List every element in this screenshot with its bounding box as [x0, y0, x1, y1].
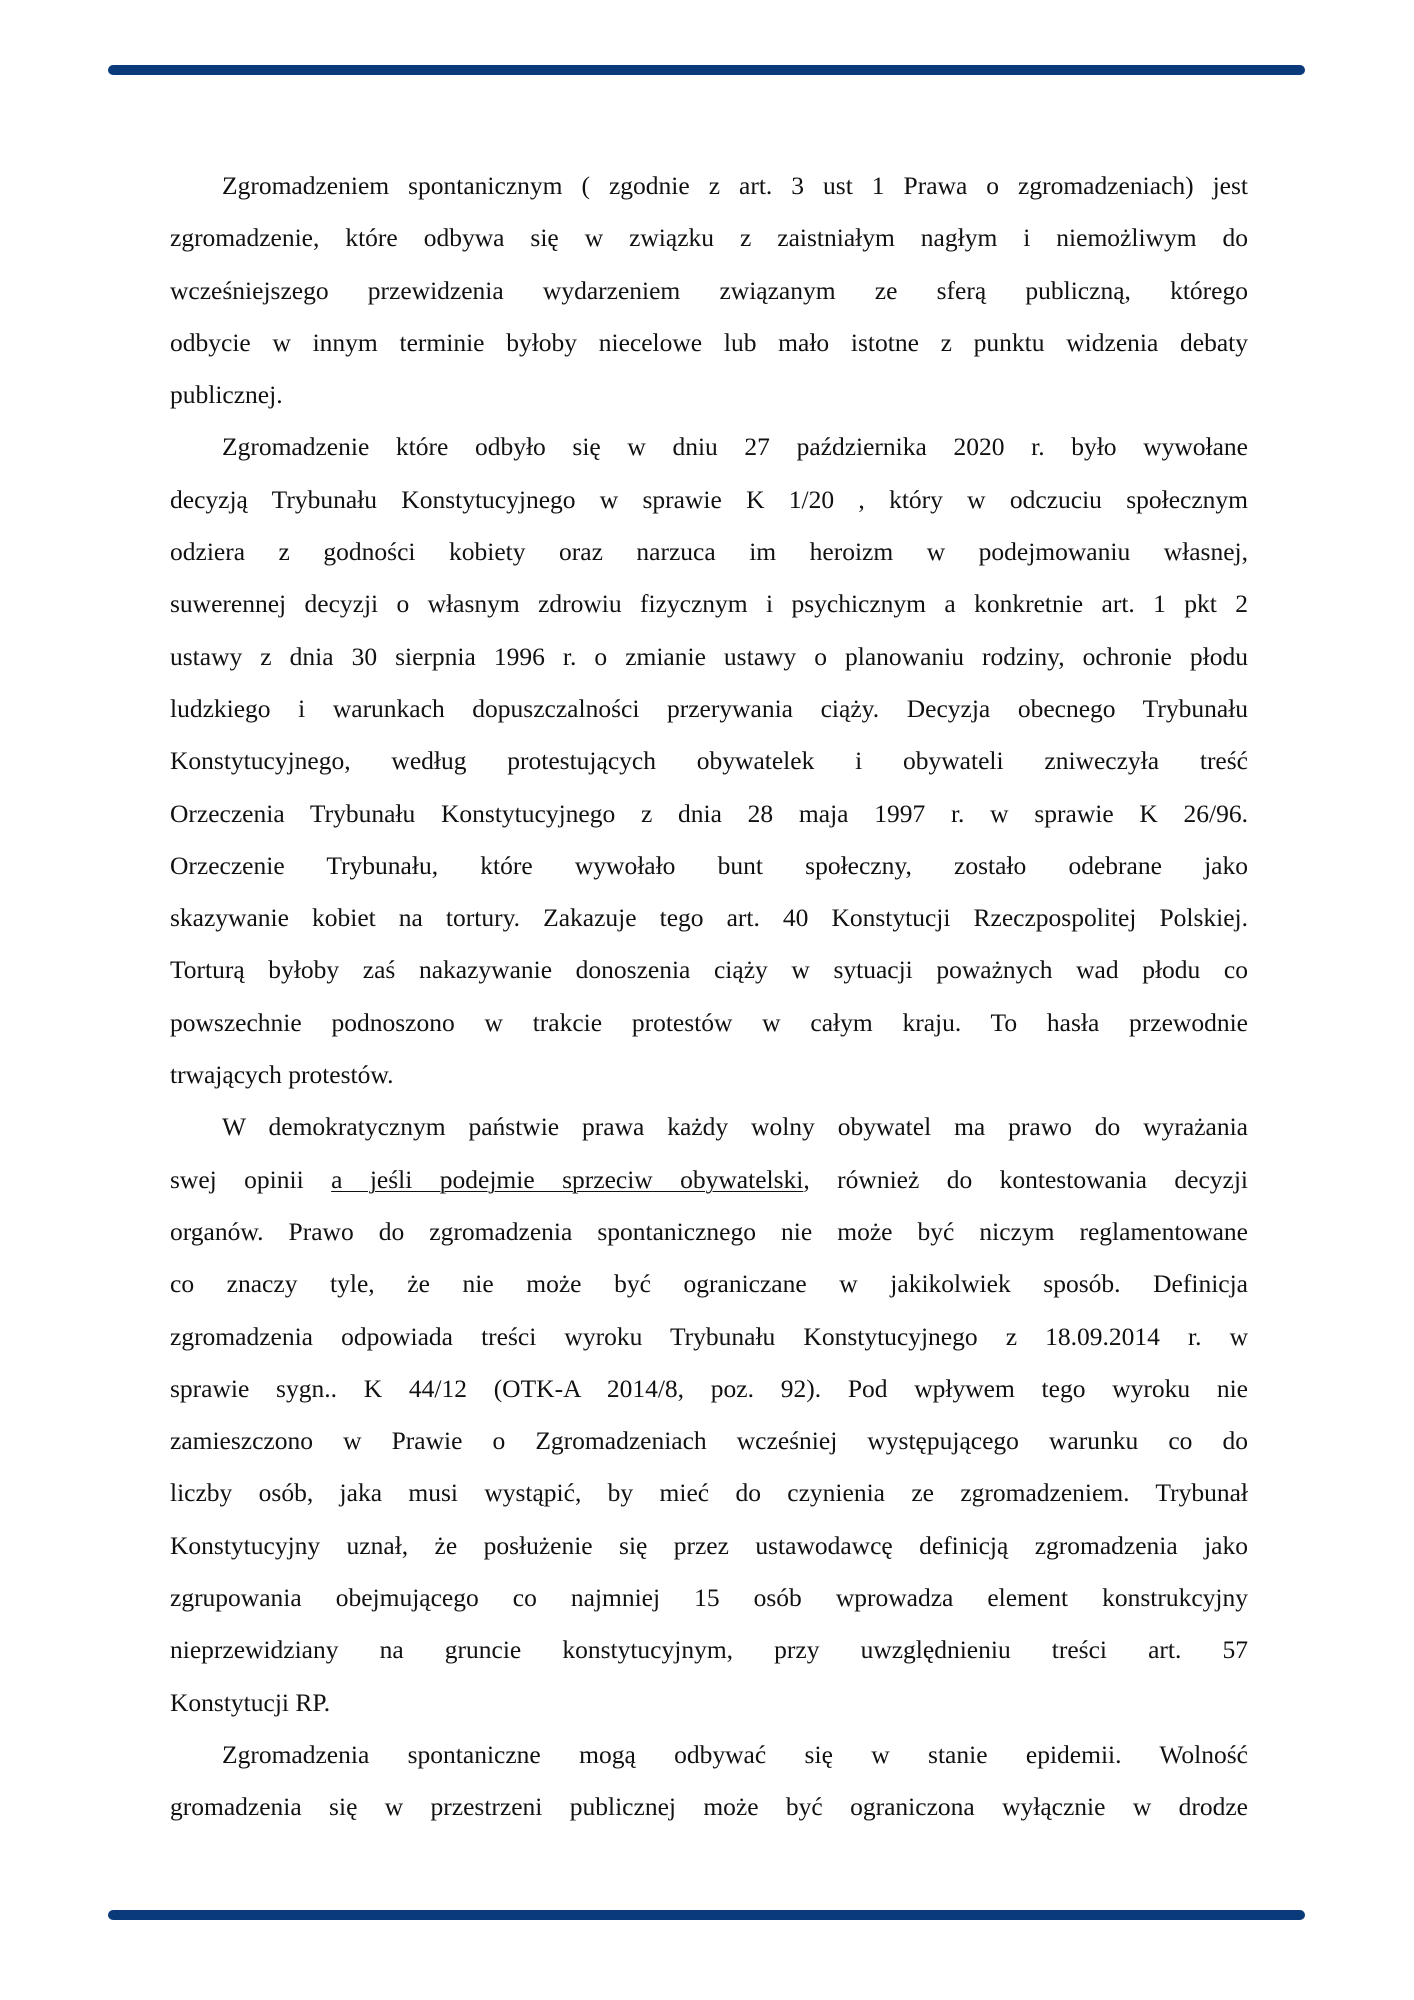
underlined-phrase: a jeśli podejmie sprzeciw obywatelski [331, 1164, 804, 1194]
document-body [170, 160, 1248, 1834]
text-line: Konstytucyjnego, według protestujących obywatelek i obywateli zniweczyła treść [170, 746, 1248, 776]
text-line: zgrupowania obejmującego co najmniej 15 osób wprowadza element konstrukcyjny [170, 1583, 1248, 1613]
text-line: Konstytucji RP. [170, 1687, 331, 1717]
text-line: publicznej. [170, 380, 283, 410]
text-line: Konstytucyjny uznał, że posłużenie się przez ustawodawcę definicją zgromadzenia jako [170, 1530, 1248, 1560]
text-line: Zgromadzenia spontaniczne mogą odbywać się w stanie epidemii. Wolność [222, 1739, 1248, 1769]
text-line: co znaczy tyle, że nie może być ograniczane w jakikolwiek sposób. Definicja [170, 1269, 1248, 1299]
text-line: Torturą byłoby zaś nakazywanie donoszenia ciąży w sytuacji poważnych wad płodu co [170, 955, 1248, 985]
text-line: Zgromadzenie które odbyło się w dniu 27 października 2020 r. było wywołane [222, 432, 1248, 462]
text-line: gromadzenia się w przestrzeni publicznej może być ograniczona wyłącznie w drodze [170, 1792, 1248, 1822]
text-line: nieprzewidziany na gruncie konstytucyjnym, przy uwzględnieniu treści art. 57 [170, 1635, 1248, 1665]
text-line: zgromadzenie, które odbywa się w związku z zaistniałym nagłym i niemożliwym do [170, 223, 1248, 253]
text-line: decyzją Trybunału Konstytucyjnego w sprawie K 1/20 , który w odczuciu społecznym [170, 484, 1248, 514]
paragraph-1 [170, 160, 1248, 421]
text-line [170, 1154, 1248, 1206]
text-line: zamieszczono w Prawie o Zgromadzeniach wcześniej występującego warunku co do [170, 1426, 1248, 1456]
text-line: skazywanie kobiet na tortury. Zakazuje tego art. 40 Konstytucji Rzeczpospolitej Polskiej. [170, 903, 1248, 933]
paragraph-4 [170, 1729, 1248, 1834]
paragraph-2 [170, 421, 1248, 1101]
text-line: W demokratycznym państwie prawa każdy wolny obywatel ma prawo do wyrażania [222, 1112, 1248, 1142]
text-line: ludzkiego i warunkach dopuszczalności przerywania ciąży. Decyzja obecnego Trybunału [170, 693, 1248, 723]
text-line: organów. Prawo do zgromadzenia spontanicznego nie może być niczym reglamentowane [170, 1216, 1248, 1246]
text-line: zgromadzenia odpowiada treści wyroku Trybunału Konstytucyjnego z 18.09.2014 r. w [170, 1321, 1248, 1351]
text-line: ustawy z dnia 30 sierpnia 1996 r. o zmianie ustawy o planowaniu rodziny, ochronie płodu [170, 641, 1248, 671]
text-segment: , również do kontestowania decyzji [803, 1164, 1248, 1194]
header-rule [108, 65, 1305, 75]
text-line: powszechnie podnoszono w trakcie protestów w całym kraju. To hasła przewodnie [170, 1007, 1248, 1037]
text-line: odziera z godności kobiety oraz narzuca im heroizm w podejmowaniu własnej, [170, 537, 1248, 567]
text-line: sprawie sygn.. K 44/12 (OTK-A 2014/8, poz. 92). Pod wpływem tego wyroku nie [170, 1373, 1248, 1403]
paragraph-3 [170, 1101, 1248, 1729]
text-line: Zgromadzeniem spontanicznym ( zgodnie z art. 3 ust 1 Prawa o zgromadzeniach) jest [222, 171, 1248, 200]
text-line: wcześniejszego przewidzenia wydarzeniem związanym ze sferą publiczną, którego [170, 275, 1248, 305]
text-line: Orzeczenie Trybunału, które wywołało bunt społeczny, zostało odebrane jako [170, 850, 1248, 880]
text-line: Orzeczenia Trybunału Konstytucyjnego z dnia 28 maja 1997 r. w sprawie K 26/96. [170, 798, 1248, 828]
text-segment: swej opinii [170, 1164, 332, 1194]
text-line: liczby osób, jaka musi wystąpić, by mieć do czynienia ze zgromadzeniem. Trybunał [170, 1478, 1248, 1508]
text-line: suwerennej decyzji o własnym zdrowiu fizycznym i psychicznym a konkretnie art. 1 pkt 2 [170, 589, 1248, 619]
text-line: odbycie w innym terminie byłoby niecelowe lub mało istotne z punktu widzenia debaty [170, 327, 1248, 357]
footer-rule [108, 1910, 1305, 1920]
text-line: trwających protestów. [170, 1060, 394, 1090]
